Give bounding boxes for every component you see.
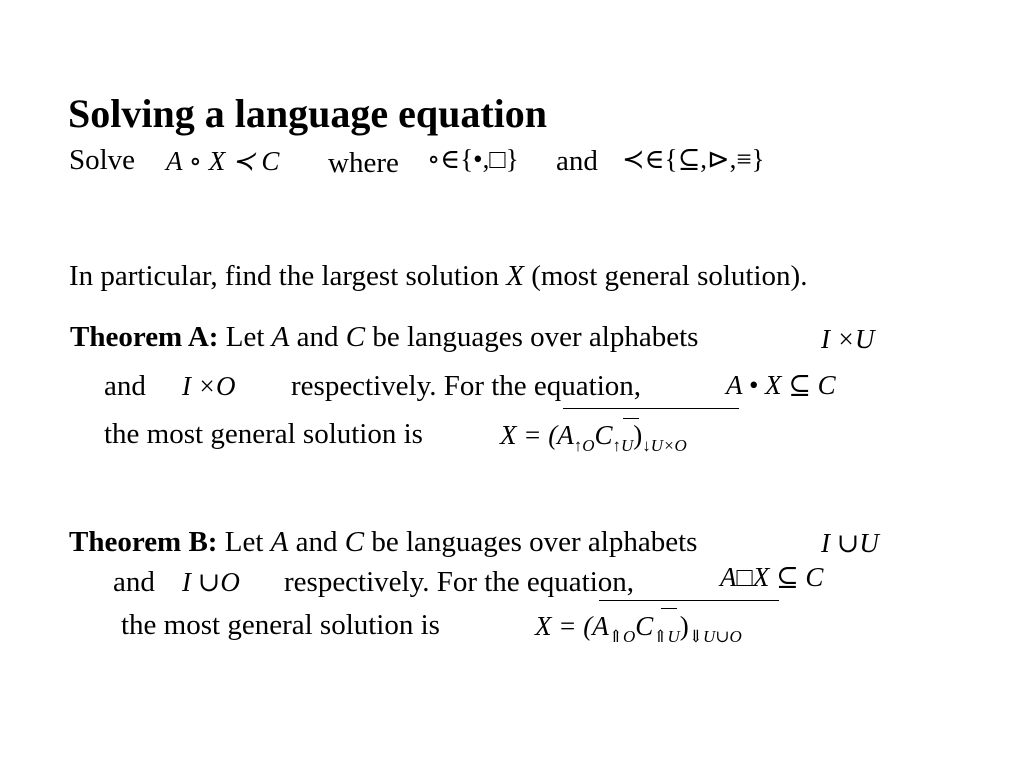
theorem-b-and: and	[113, 566, 155, 598]
theorem-a-sol-c-sub: ↑U	[612, 436, 634, 455]
theorem-a-sol-a: A	[557, 420, 574, 450]
theorem-b-sol-outer-sub: ⇓U∪O	[688, 627, 742, 646]
theorem-b-equation	[720, 564, 823, 591]
theorem-b-solution-text: the most general solution is	[121, 609, 440, 641]
problem-equation: A ∘ X ≺ C	[166, 146, 280, 176]
theorem-a-var-a: A	[271, 321, 290, 353]
theorem-b-sol-c: C	[635, 611, 654, 641]
theorem-a-sol-c: C	[594, 420, 613, 450]
theorem-a-respectively: respectively. For the equation,	[291, 370, 642, 402]
particular-statement	[69, 262, 807, 291]
particular-before: In particular, find the largest solution	[69, 260, 507, 292]
theorem-b-solution	[535, 611, 742, 646]
solve-label: Solve	[69, 144, 136, 176]
theorem-b-sol-close: )	[679, 611, 689, 641]
theorem-a-statement	[70, 323, 698, 352]
theorem-b-text-pre: Let	[217, 526, 271, 558]
theorem-b-sol-lhs: X = (	[535, 611, 593, 641]
and-label: and	[556, 145, 598, 177]
where-label: where	[328, 147, 399, 179]
theorem-a-sol-a-sub: ↑O	[573, 436, 595, 455]
theorem-a-and: and	[104, 370, 146, 402]
theorem-b-eq-a: A	[720, 562, 737, 592]
theorem-b-eq-rest: X ⊆ C	[752, 562, 824, 592]
theorem-a-alphabet-2: I ×O	[182, 371, 236, 401]
theorem-a-text-pre: Let	[218, 321, 272, 353]
theorem-b-sol-c-sub: ⇑U	[653, 627, 680, 646]
theorem-b-sol-a: A	[592, 611, 609, 641]
theorem-b-sol-a-sub: ⇑O	[608, 627, 636, 646]
theorem-a-alphabet-1: I ×U	[821, 324, 875, 354]
theorem-a-text-post: be languages over alphabets	[365, 321, 699, 353]
theorem-a-c-complement-bar	[623, 418, 639, 419]
theorem-b-statement	[69, 528, 697, 557]
theorem-b-var-c: C	[344, 526, 365, 558]
theorem-b-c-complement-bar	[661, 608, 677, 609]
prec-relation-set: ≺∈{⊆,⊳,≡}	[622, 144, 765, 174]
theorem-b-text-and: and	[288, 526, 345, 558]
particular-after: (most general solution).	[523, 260, 808, 292]
theorem-b-respectively: respectively. For the equation,	[284, 566, 635, 598]
theorem-a-sol-close: )	[633, 420, 643, 450]
slide-title: Solving a language equation	[68, 91, 548, 136]
theorem-a-solution	[500, 420, 687, 455]
theorem-a-sol-lhs: X = (	[500, 420, 558, 450]
theorem-a-equation: A • X ⊆ C	[726, 370, 836, 400]
theorem-b-alphabet-2: I ∪O	[182, 567, 240, 597]
theorem-a-sol-outer-sub: ↓U×O	[642, 436, 687, 455]
theorem-a-label: Theorem A:	[70, 321, 219, 353]
theorem-b-var-a: A	[270, 526, 289, 558]
theorem-b-overline	[599, 600, 779, 601]
theorem-b-label: Theorem B:	[69, 526, 218, 558]
theorem-a-var-c: C	[345, 321, 366, 353]
theorem-b-alphabet-1: I ∪U	[821, 528, 879, 558]
theorem-a-overline	[563, 408, 739, 409]
circ-operator-set: ∘∈{•,□}	[427, 144, 519, 174]
theorem-a-text-and: and	[289, 321, 346, 353]
theorem-b-eq-op: □	[736, 562, 753, 592]
theorem-b-text-post: be languages over alphabets	[364, 526, 698, 558]
theorem-a-solution-text: the most general solution is	[104, 418, 423, 450]
particular-var: X	[506, 260, 524, 292]
